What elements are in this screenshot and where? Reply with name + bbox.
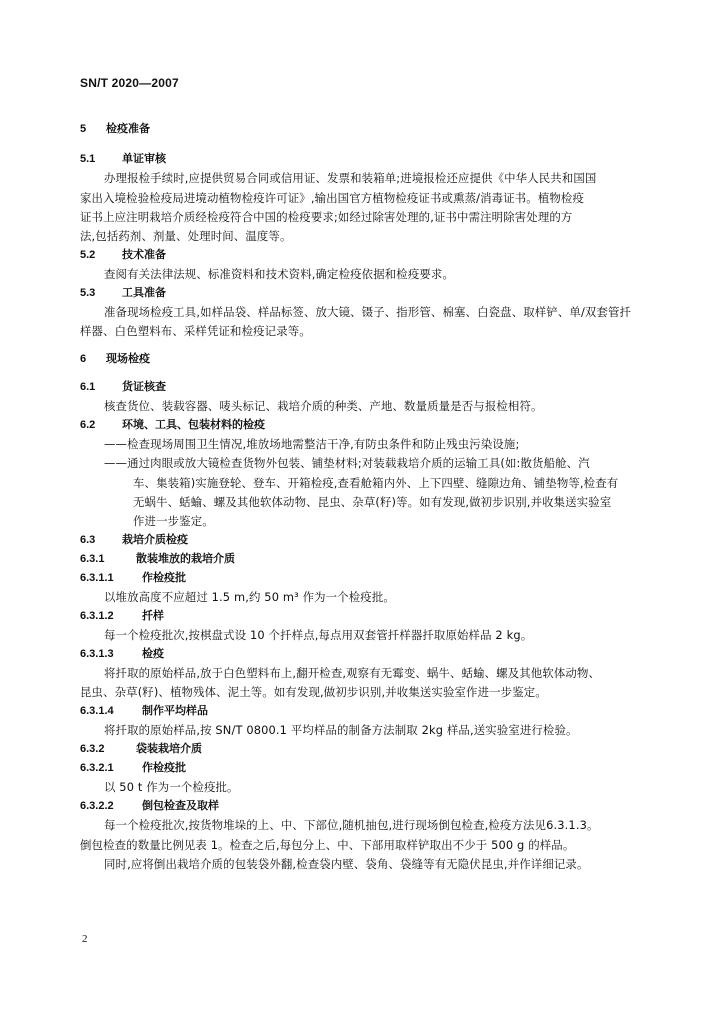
section-number: 6.3.1	[80, 553, 105, 565]
section-title: 货证核查	[122, 380, 166, 393]
section-6-2-heading	[80, 418, 265, 432]
section-6-1-heading	[80, 380, 166, 394]
paragraph-line: 每一个检疫批次,按货物堆垛的上、中、下部位,随机抽包,进行现场倒包检查,检疫方法见6.3.1.3。	[104, 818, 599, 832]
paragraph-line: 同时,应将倒出栽培介质的包装袋外翻,检查袋内壁、袋角、袋缝等有无隐伏昆虫,并作详细记录。	[104, 857, 589, 871]
section-title: 现场检疫	[106, 352, 150, 365]
section-title: 作检疫批	[142, 761, 186, 774]
paragraph-line: 办理报检手续时,应提供贸易合同或信用证、发票和装箱单;进境报检还应提供《中华人民共和国国	[104, 171, 597, 185]
paragraph-line: 家出入境检验检疫局进境动植物检疫许可证》,输出国官方植物检疫证书或熏蒸/消毒证书。植物检疫	[80, 191, 585, 205]
section-number: 6.3.1.3	[80, 648, 114, 660]
section-5-2-heading	[80, 248, 166, 262]
page-number: 2	[82, 933, 88, 945]
paragraph-line: 法,包括药剂、剂量、处理时间、温度等。	[80, 229, 292, 243]
section-title: 技术准备	[122, 248, 166, 261]
section-number: 6.3.2.1	[80, 762, 114, 774]
section-number: 5.2	[80, 249, 96, 261]
section-number: 6	[80, 353, 87, 365]
section-number: 6.3.2	[80, 743, 105, 755]
section-title: 扦样	[142, 609, 164, 622]
list-item-continuation: 车、集装箱)实施登轮、登车、开箱检疫,查看舱箱内外、上下四壁、缝隙边角、铺垫物等,检查有	[133, 476, 619, 490]
section-title: 倒包检查及取样	[142, 799, 219, 812]
section-5-heading	[80, 122, 150, 136]
section-6-3-1-4-heading	[80, 704, 208, 718]
section-number: 6.3.2.2	[80, 800, 114, 812]
section-6-heading	[80, 352, 150, 366]
paragraph-line: 核查货位、装载容器、唛头标记、栽培介质的种类、产地、数量质量是否与报检相符。	[104, 399, 543, 413]
section-6-3-2-heading	[80, 742, 202, 756]
list-item-continuation: 无蜗牛、蛞蝓、螺及其他软体动物、昆虫、杂草(籽)等。如有发现,做初步识别,并收集送实验室	[133, 495, 612, 509]
section-5-1-heading	[80, 152, 166, 166]
section-title: 检疫	[142, 647, 164, 660]
paragraph-line: 将扦取的原始样品,放于白色塑料布上,翻开检查,观察有无霉变、蜗牛、蛞蝓、螺及其他软体动物、	[104, 666, 601, 680]
section-number: 5	[80, 123, 87, 135]
section-number: 6.3.1.1	[80, 572, 114, 584]
paragraph-line: 以堆放高度不应超过 1.5 m,约 50 m³ 作为一个检疫批。	[104, 590, 395, 604]
section-title: 袋装栽培介质	[136, 742, 202, 755]
paragraph-line: 倒包检查的数量比例见表 1。检查之后,每包分上、中、下部用取样铲取出不少于 500 g 的样品。	[80, 838, 575, 852]
section-title: 单证审核	[122, 152, 166, 165]
paragraph-line: 准备现场检疫工具,如样品袋、样品标签、放大镜、镊子、指形管、棉塞、白瓷盘、取样铲、单/双套管扦	[104, 305, 632, 319]
section-number: 6.1	[80, 381, 96, 393]
paragraph-line: 证书上应注明栽培介质经检疫符合中国的检疫要求;如经过除害处理的,证书中需注明除害处理的方	[80, 210, 573, 224]
paragraph-line: 将扦取的原始样品,按 SN/T 0800.1 平均样品的制备方法制取 2kg 样品,送实验室进行检验。	[104, 723, 578, 737]
paragraph-line: 每一个检疫批次,按棋盘式设 10 个扦样点,每点用双套管扦样器扦取原始样品 2 kg。	[104, 628, 533, 642]
section-title: 检疫准备	[106, 122, 150, 135]
section-6-3-2-1-heading	[80, 761, 186, 775]
list-item: ——通过肉眼或放大镜检查货物外包装、铺垫材料;对装载栽培介质的运输工具(如:散货船舱、汽	[104, 456, 590, 470]
paragraph-line: 查阅有关法律法规、标准资料和技术资料,确定检疫依据和检疫要求。	[104, 267, 454, 281]
section-6-3-1-3-heading	[80, 647, 164, 661]
section-title: 作检疫批	[142, 571, 186, 584]
paragraph-line: 样器、白色塑料布、采样凭证和检疫记录等。	[80, 324, 311, 338]
list-item-continuation: 作进一步鉴定。	[133, 514, 214, 528]
section-number: 5.1	[80, 153, 96, 165]
section-number: 6.2	[80, 419, 96, 431]
section-number: 6.3.1.2	[80, 610, 114, 622]
section-title: 栽培介质检疫	[122, 533, 188, 546]
section-number: 6.3	[80, 534, 96, 546]
section-6-3-1-heading	[80, 552, 235, 566]
section-title: 散装堆放的栽培介质	[136, 552, 235, 565]
section-6-3-2-2-heading	[80, 799, 219, 813]
section-6-3-1-2-heading	[80, 609, 164, 623]
section-title: 制作平均样品	[142, 704, 208, 717]
section-number: 6.3.1.4	[80, 705, 114, 717]
paragraph-line: 以 50 t 作为一个检疫批。	[104, 780, 239, 794]
section-6-3-heading	[80, 533, 188, 547]
paragraph-line: 昆虫、杂草(籽)、植物残体、泥土等。如有发现,做初步识别,并收集送实验室作进一步鉴定。	[80, 685, 547, 699]
section-title: 工具准备	[122, 286, 166, 299]
list-item: ——检查现场周围卫生情况,堆放场地需整洁干净,有防虫条件和防止残虫污染设施;	[104, 437, 520, 451]
section-5-3-heading	[80, 286, 166, 300]
section-number: 5.3	[80, 287, 96, 299]
standard-number-header: SN/T 2020—2007	[80, 76, 179, 90]
section-title: 环境、工具、包装材料的检疫	[122, 418, 265, 431]
section-6-3-1-1-heading	[80, 571, 186, 585]
